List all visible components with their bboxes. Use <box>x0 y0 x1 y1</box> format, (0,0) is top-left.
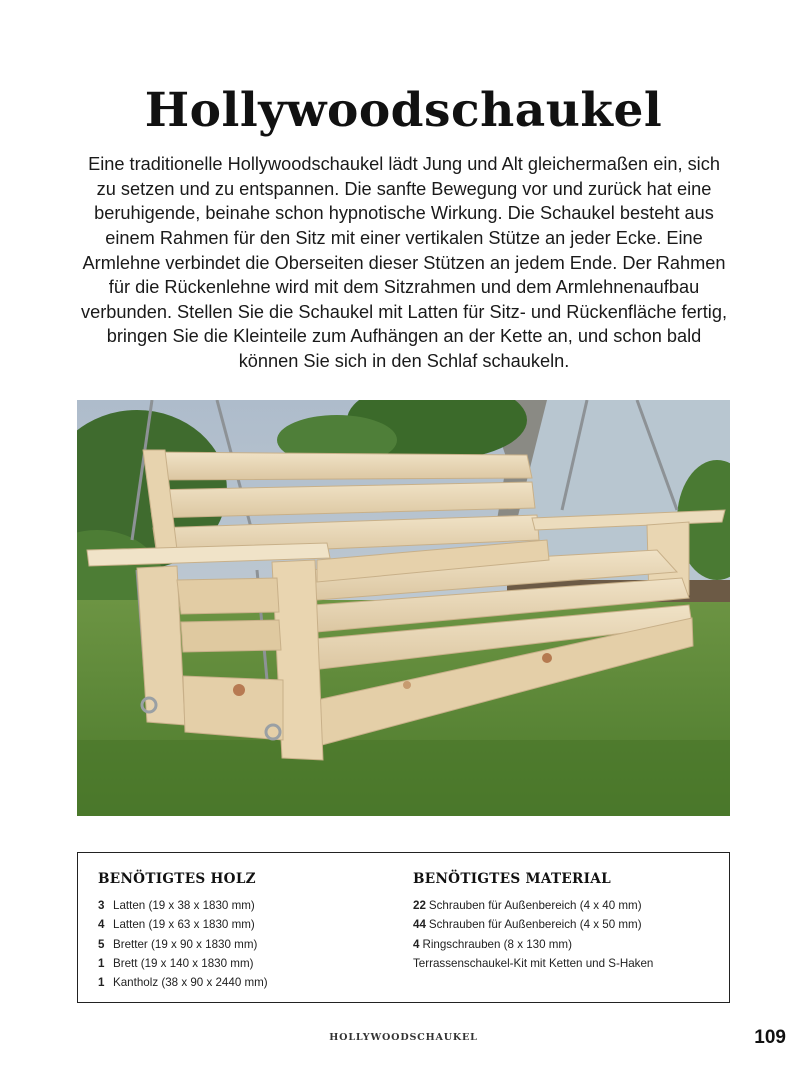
item-text: Kantholz (38 x 90 x 2440 mm) <box>113 976 268 990</box>
page-number: 109 <box>754 1027 786 1048</box>
item-text: Terrassenschaukel-Kit mit Ketten und S-Haken <box>413 956 654 970</box>
item-text: Bretter (19 x 90 x 1830 mm) <box>113 937 258 951</box>
item-quantity: 4 <box>98 918 105 932</box>
list-item <box>98 915 398 934</box>
list-item <box>98 954 398 973</box>
list-item <box>413 915 713 934</box>
item-quantity: 1 <box>98 956 105 970</box>
list-item <box>98 973 398 992</box>
item-quantity: 5 <box>98 937 105 951</box>
item-text: Schrauben für Außenbereich (4 x 50 mm) <box>428 918 642 932</box>
intro-paragraph: Eine traditionelle Hollywoodschaukel lädt Jung und Alt gleichermaßen ein, sich zu setzen und zu entspannen. Die sanfte Bewegung vor und zurück hat eine beruhigende, beinahe schon hypnotische Wirkung. Die Schaukel besteht aus einem Rahmen für den Sitz mit einer vertikalen Stütze an jeder Ecke. Eine Armlehne verbindet die Oberseiten dieser Stützen an jedem Ende. Der Rahmen für die Rückenlehne wird mit dem Sitzrahmen und dem Armlehnenaufbau verbunden. Stellen Sie die Schaukel mit Latten für Sitz- und Rückenfläche fertig, bringen Sie die Kleinteile zum Aufhängen an der Kette an, und schon bald können Sie sich in den Schlaf schaukeln. <box>80 154 728 371</box>
item-text: Schrauben für Außenbereich (4 x 40 mm) <box>428 899 642 912</box>
material-column <box>413 871 713 973</box>
list-item <box>413 935 713 954</box>
wood-list <box>98 896 398 992</box>
wood-column <box>98 871 398 992</box>
running-footer: HOLLYWOODSCHAUKEL <box>329 1032 478 1043</box>
list-item <box>413 896 713 915</box>
item-text: Ringschrauben (8 x 130 mm) <box>422 937 572 951</box>
wood-heading: BENÖTIGTES HOLZ <box>98 871 256 887</box>
material-list <box>413 896 713 973</box>
item-quantity: 44 <box>413 918 426 932</box>
page-title: Hollywoodschaukel <box>144 83 663 139</box>
materials-box <box>77 852 730 1003</box>
porch-swing-photo <box>77 400 730 816</box>
item-text: Latten (19 x 63 x 1830 mm) <box>113 918 255 932</box>
item-quantity: 1 <box>98 976 105 990</box>
list-item <box>98 935 398 954</box>
list-item <box>98 896 398 915</box>
material-heading: BENÖTIGTES MATERIAL <box>413 871 612 887</box>
item-quantity: 3 <box>98 899 105 912</box>
item-quantity: 4 <box>413 937 420 951</box>
item-text: Brett (19 x 140 x 1830 mm) <box>113 956 254 970</box>
item-quantity: 22 <box>413 899 426 912</box>
list-item <box>413 954 713 973</box>
item-text: Latten (19 x 38 x 1830 mm) <box>113 899 255 912</box>
